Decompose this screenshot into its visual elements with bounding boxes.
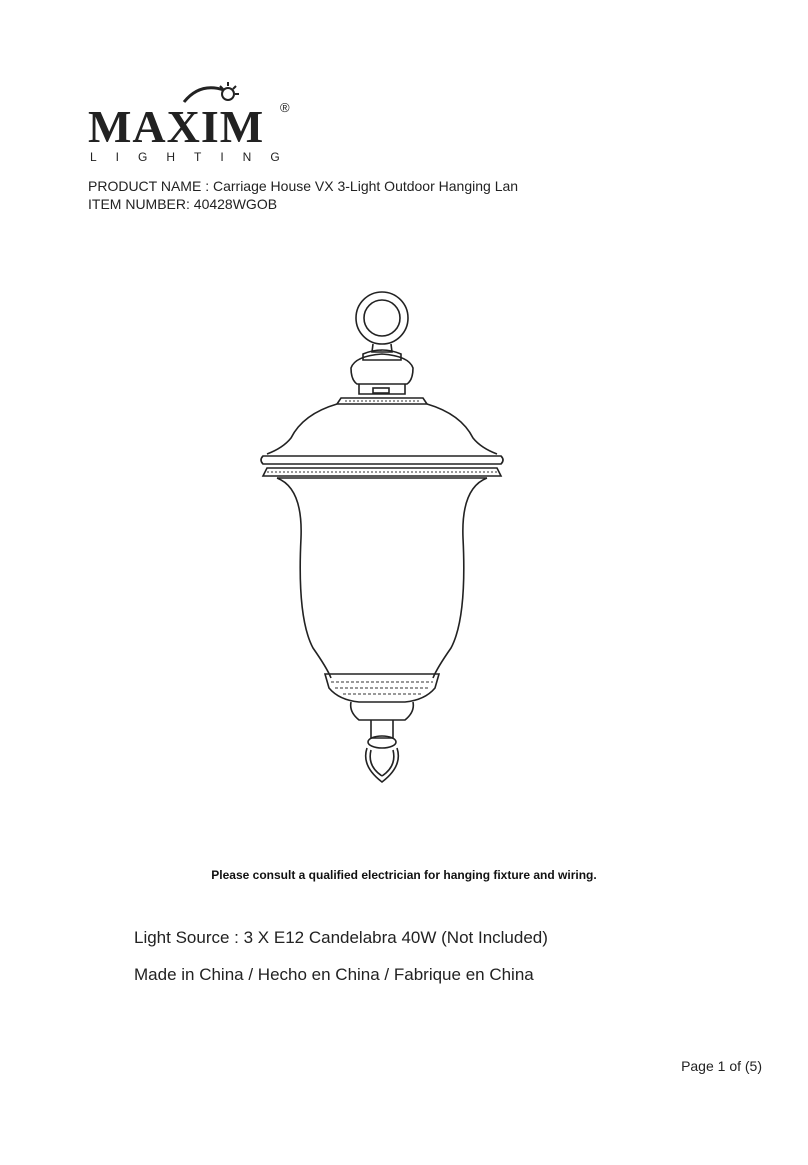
page-number: Page 1 of (5) xyxy=(681,1058,762,1074)
item-number: ITEM NUMBER: 40428WGOB xyxy=(88,196,278,212)
registered-mark: ® xyxy=(280,100,290,115)
electrician-notice: Please consult a qualified electrician for hanging fixture and wiring. xyxy=(211,868,597,882)
brand-wordmark: MAXIM xyxy=(88,101,265,152)
light-source-spec: Light Source : 3 X E12 Candelabra 40W (Not Included) xyxy=(134,928,548,947)
lantern-illustration xyxy=(255,288,515,788)
brand-logo xyxy=(88,80,303,170)
brand-subtitle: LIGHTING xyxy=(90,150,299,164)
country-of-origin: Made in China / Hecho en China / Fabrique en China xyxy=(134,965,534,984)
product-name: PRODUCT NAME : Carriage House VX 3-Light Outdoor Hanging Lan xyxy=(88,178,519,194)
